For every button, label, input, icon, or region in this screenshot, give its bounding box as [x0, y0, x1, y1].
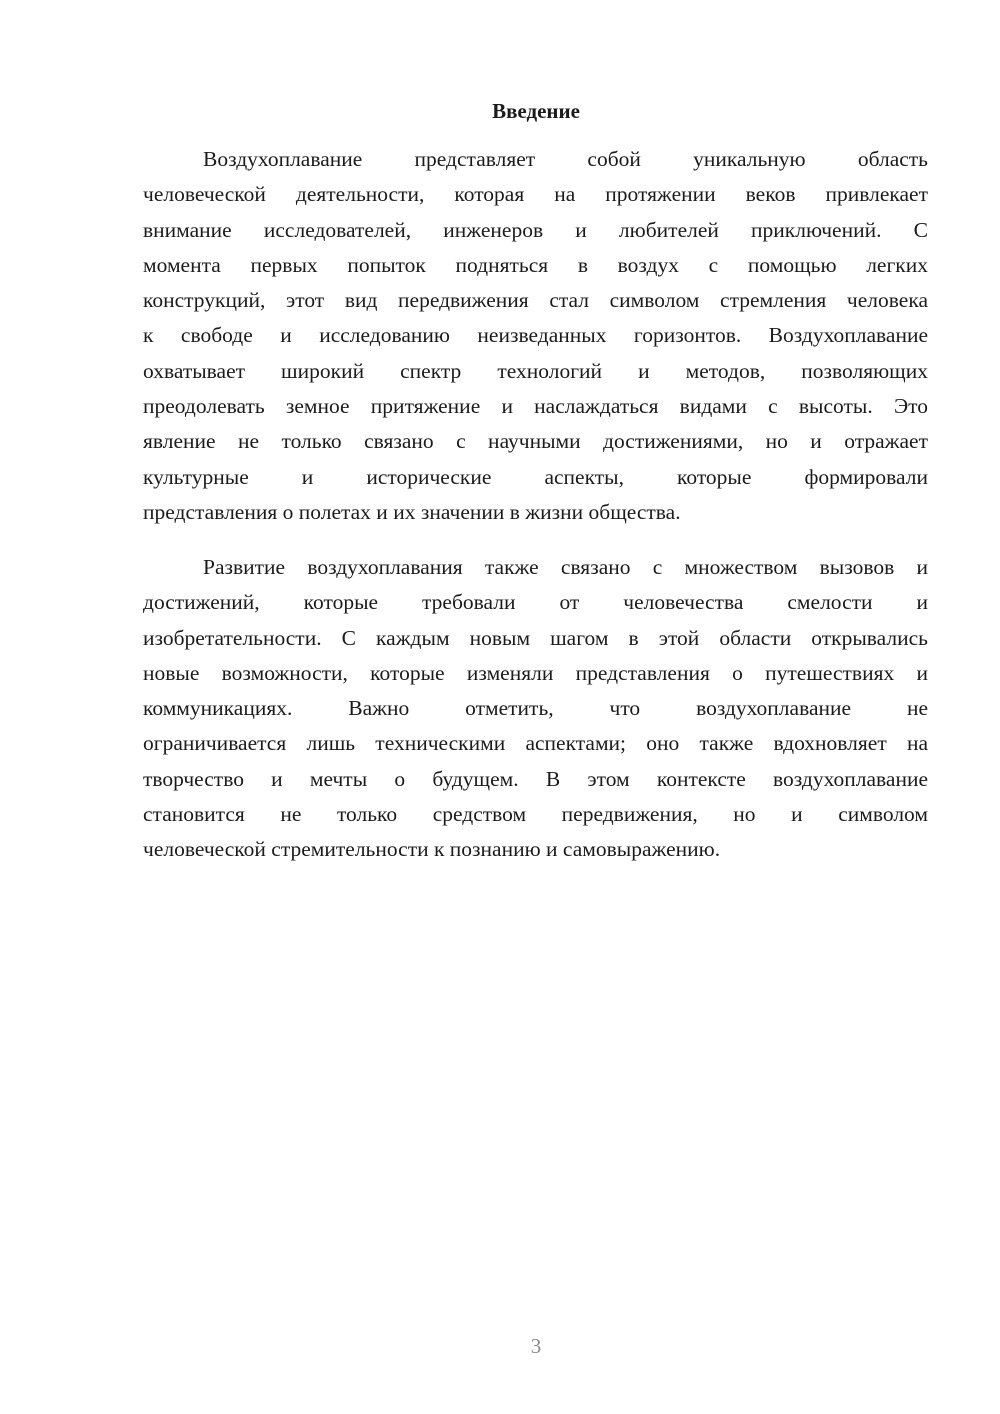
- paragraph-line: преодолевать земное притяжение и наслаждаться видами с высоты. Это: [143, 394, 928, 419]
- paragraph-line: охватывает широкий спектр технологий и методов, позволяющих: [143, 358, 928, 383]
- paragraph-line: достижений, которые требовали от человечества смелости и: [143, 590, 928, 615]
- paragraph-line: человеческой стремительности к познанию и самовыражению.: [143, 837, 721, 862]
- paragraph-line: явление не только связано с научными достижениями, но и отражает: [143, 429, 928, 454]
- paragraph-line: ограничивается лишь техническими аспектами; оно также вдохновляет на: [143, 731, 928, 756]
- paragraph-line: изобретательности. С каждым новым шагом в этой области открывались: [143, 625, 928, 650]
- paragraph-line: культурные и исторические аспекты, которые формировали: [143, 464, 928, 489]
- paragraph-line: представления о полетах и их значении в жизни общества.: [143, 499, 681, 524]
- paragraph-line: внимание исследователей, инженеров и любителей приключений. С: [143, 217, 928, 242]
- paragraph-line: становится не только средством передвижения, но и символом: [143, 802, 928, 827]
- page-number: 3: [530, 1334, 542, 1358]
- paragraph-line: коммуникациях. Важно отметить, что воздухоплавание не: [143, 696, 928, 721]
- section-heading: Введение: [492, 99, 580, 123]
- paragraph-line: к свободе и исследованию неизведанных горизонтов. Воздухоплавание: [143, 323, 928, 348]
- paragraph-line: новые возможности, которые изменяли представления о путешествиях и: [143, 660, 928, 685]
- paragraph-line: человеческой деятельности, которая на протяжении веков привлекает: [143, 182, 928, 207]
- paragraph-1: [143, 142, 928, 530]
- paragraph-line: творчество и мечты о будущем. В этом контексте воздухоплавание: [143, 766, 928, 791]
- paragraph-2: [143, 550, 928, 868]
- paragraph-line: момента первых попыток подняться в воздух с помощью легких: [143, 252, 928, 277]
- paragraph-line: конструкций, этот вид передвижения стал символом стремления человека: [143, 288, 928, 313]
- paragraph-line: Развитие воздухоплавания также связано с множеством вызовов и: [203, 555, 928, 579]
- paragraph-line: Воздухоплавание представляет собой уникальную область: [203, 147, 928, 171]
